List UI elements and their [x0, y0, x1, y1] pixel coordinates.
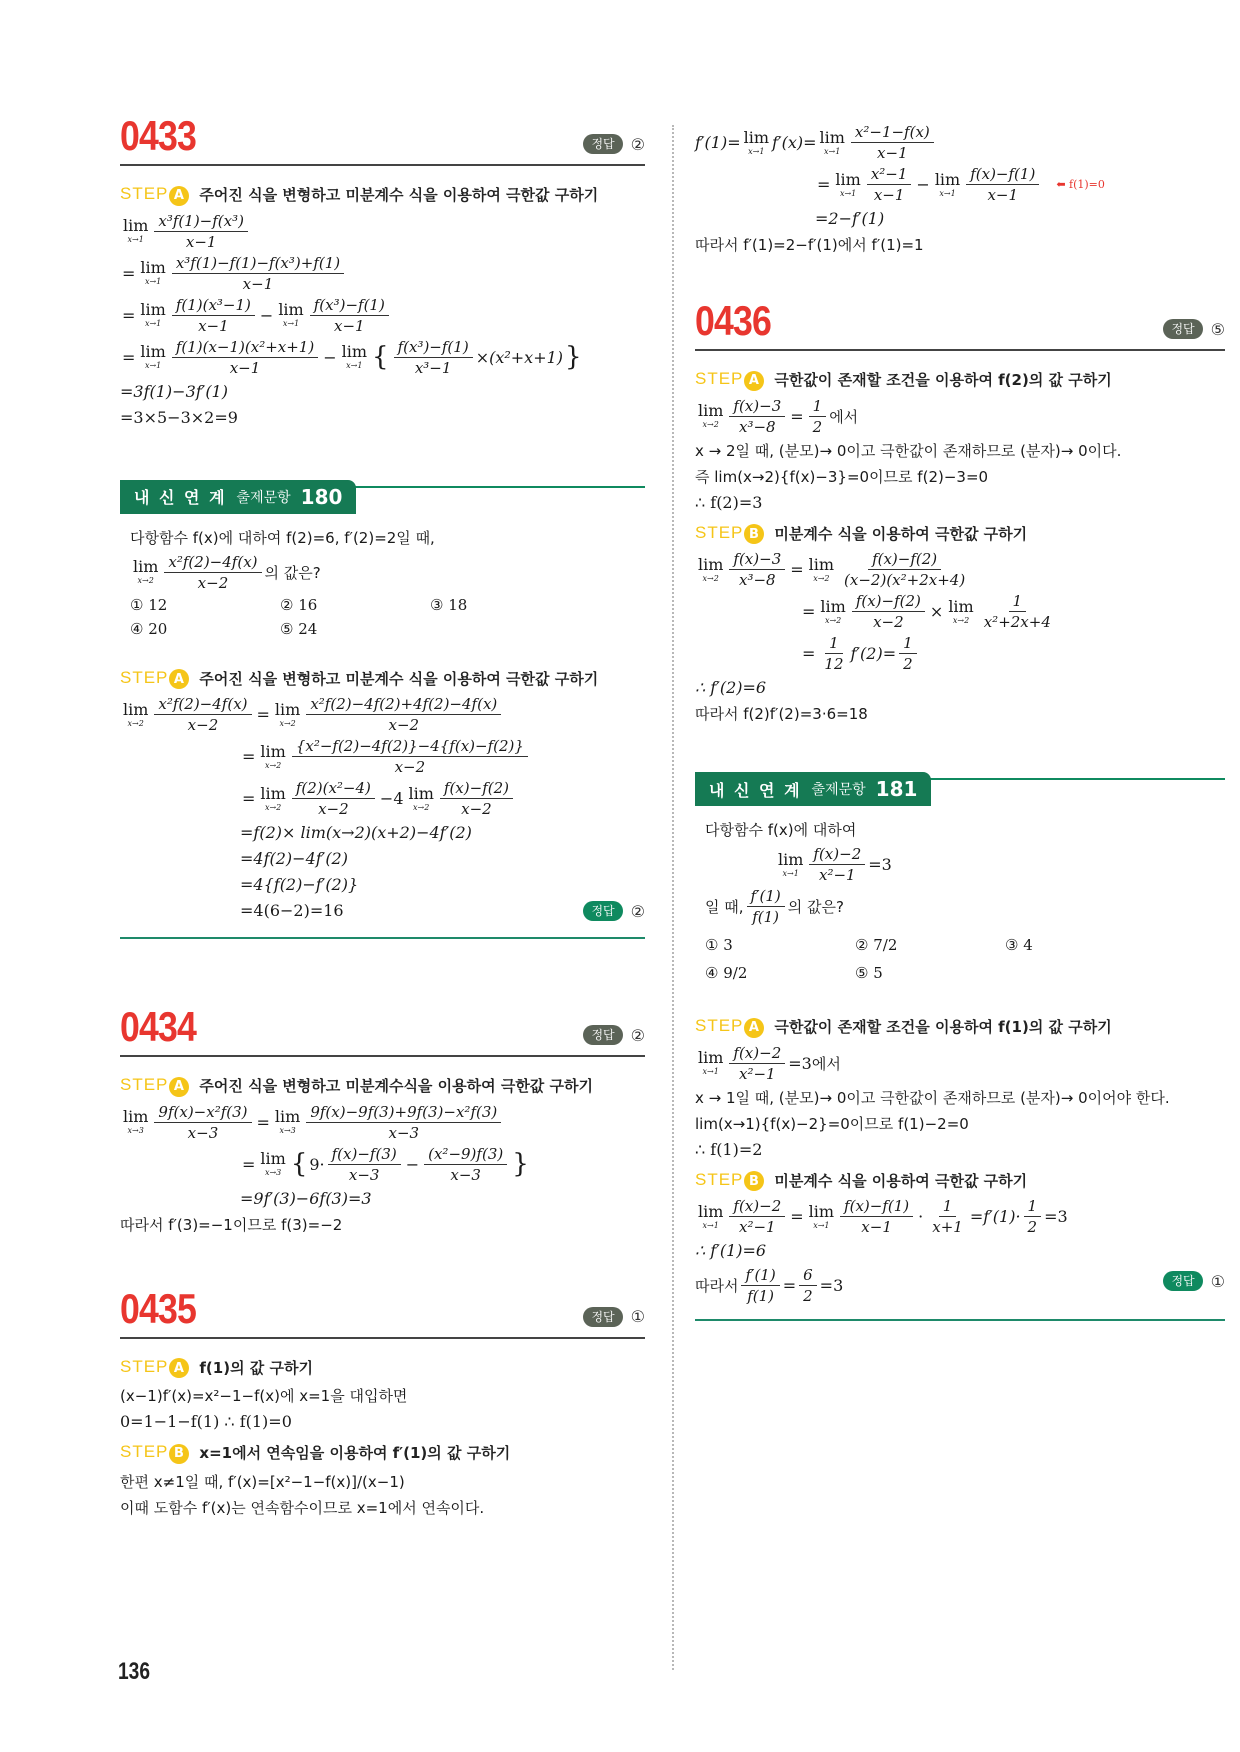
equation-line: (x−1)f′(x)=x²−1−f(x)에 x=1을 대입하면 — [120, 1387, 408, 1405]
right-column — [695, 120, 1225, 1321]
answer-value: ② — [630, 901, 645, 921]
answer-badge: 정답 — [583, 901, 622, 921]
conclusion-text: 따라서 $\frac{f'(1)}{f(1)}$ = $\frac{6}{2}$ =3 — [695, 1266, 844, 1305]
step-letter-icon: B — [744, 1171, 764, 1191]
choice-4: ④ 9/2 — [705, 964, 748, 982]
final-row — [695, 1266, 1225, 1305]
step-b-heading — [695, 1170, 1225, 1192]
answer-value: ② — [630, 134, 645, 154]
problem-number: 0436 — [695, 297, 772, 344]
step-title: 미분계수 식을 이용하여 극한값 구하기 — [774, 1171, 1028, 1190]
step-label: STEP A — [120, 184, 189, 206]
answer-indicator — [583, 1025, 645, 1045]
step-a-heading — [695, 1016, 1225, 1038]
problem-number: 0435 — [120, 1284, 197, 1332]
step-b-heading — [120, 1442, 645, 1464]
equation-line: =4{f(2)−f′(2)} — [240, 875, 359, 894]
choice-5: ⑤ 5 — [855, 964, 883, 982]
step-title: 극한값이 존재할 조건을 이용하여 f(2)의 값 구하기 — [774, 371, 1112, 390]
equation-line: ∴ f(2)=3 — [695, 492, 763, 512]
problem-number: 0433 — [120, 112, 197, 159]
step-letter-icon: A — [169, 1077, 189, 1097]
problem-header-0435 — [120, 1283, 645, 1339]
equation-line: x → 1일 때, (분모)→ 0이고 극한값이 존재하므로 (분자)→ 0이어야 한다. — [695, 1088, 1170, 1107]
step-label: STEP A — [695, 369, 764, 391]
section-end-rule — [695, 1319, 1225, 1321]
equation-line: lim x→1 $\frac{f(x)-2}{\text{x²−1}}$ =3 에서 — [698, 1043, 841, 1083]
answer-indicator — [583, 901, 645, 921]
question-limit: lim x→1 $\frac{f(x)-2}{\text{x²−1}}$ =3 — [778, 845, 892, 884]
question-ask: 일 때, $\frac{f'(1)}{f(1)}$ 의 값은? — [705, 887, 844, 926]
step-a-heading — [120, 1075, 645, 1097]
choice-2: ② 7/2 — [855, 936, 898, 954]
answer-value: ① — [630, 1307, 645, 1326]
step-letter-icon: A — [744, 371, 764, 391]
equation-line: 한편 x≠1일 때, f′(x)=[x²−1−f(x)]/(x−1) — [120, 1472, 405, 1491]
step-title: 주어진 식을 변형하고 미분계수식을 이용하여 극한값 구하기 — [199, 1077, 593, 1096]
conclusion-text: 따라서 f(2)f′(2)=3·6=18 — [695, 705, 868, 723]
equation-line: lim(x→1){f(x)−2}=0이므로 f(1)−2=0 — [695, 1114, 969, 1133]
step-label: STEP B — [695, 1170, 764, 1192]
step-title: x=1에서 연속임을 이용하여 f′(1)의 값 구하기 — [199, 1444, 511, 1463]
answer-indicator — [1163, 319, 1225, 339]
final-row — [120, 899, 645, 923]
equation-line: lim x→2 $\frac{\text{x²f(2)−4f(x)}}{x-2}$ = lim x→2 $\frac{\text{x²f(2)−4f(2)+4f(2)−4f(x)}}{x-2}$ — [120, 695, 645, 734]
choice-2: ② 16 — [280, 595, 318, 614]
equation-line: =f(2)× lim(x→2)(x+2)−4f′(2) — [240, 823, 472, 842]
answer-badge: 정답 — [1163, 319, 1202, 339]
answer-value: ⑤ — [1210, 319, 1225, 339]
answer-choices — [695, 936, 1225, 982]
problem-header-0434 — [120, 1001, 645, 1057]
step-title: f(1)의 값 구하기 — [199, 1358, 313, 1377]
equation-line: =3×5−3×2=9 — [120, 407, 238, 427]
step-b-heading — [695, 523, 1225, 545]
step-letter-icon: A — [169, 1358, 189, 1378]
equation-line: lim x→2 $\frac{f(x)-3}{\text{x³−8}}$ = $\frac{1}{2}$ 에서 — [698, 396, 859, 436]
equation-line: = lim x→2 $\frac{\text{\{x²−f(2)−4f(2)\}−4\{f(x)−f(2)\}}}{x-2}$ — [120, 737, 645, 776]
step-letter-icon: A — [169, 186, 189, 206]
answer-value: ① — [1210, 1271, 1225, 1291]
equation-line: = lim x→1 $\frac{\text{x²−1}}{x-1}$ − lim x→1 $\frac{f(x)-f(1)}{x-1}$ ⬅ f(1)=0 — [817, 165, 1105, 204]
equation-line: ∴ f(1)=2 — [695, 1139, 763, 1159]
related-question-body — [695, 818, 1225, 926]
answer-badge: 정답 — [583, 134, 622, 154]
answer-indicator — [1163, 1271, 1225, 1291]
question-limit: lim x→2 $\frac{\text{x²f(2)−4f(x)}}{x-2}$ 의 값은? — [133, 552, 321, 592]
choice-3: ③ 4 — [1005, 936, 1033, 954]
equation-line: =3f(1)−3f′(1) — [120, 381, 228, 401]
left-column — [120, 110, 645, 1522]
step-label: STEP A — [695, 1016, 764, 1038]
equation-line: x → 2일 때, (분모)→ 0이고 극한값이 존재하므로 (분자)→ 0이다. — [695, 441, 1122, 460]
equation-line: = lim x→1 $\frac{\text{f(1)(x³−1)}}{x-1}$ − lim x→1 $\frac{\text{f(x³)−f(1)}}{x-1}$ — [120, 296, 645, 335]
step-title: 주어진 식을 변형하고 미분계수 식을 이용하여 극한값 구하기 — [199, 669, 599, 688]
equation-line: = lim x→2 $\frac{f(x)-f(2)}{x-2}$ × lim x→2 $\frac{1}{\text{x²+2x+4}}$ — [802, 592, 1051, 631]
step-a-heading — [120, 1357, 645, 1379]
related-question-banner-180 — [120, 480, 645, 516]
page-number: 136 — [118, 1658, 151, 1685]
step-label: STEP B — [120, 1442, 189, 1464]
related-question-banner-181 — [695, 772, 1225, 808]
choice-1: ① 12 — [130, 595, 168, 614]
annotation-note: ⬅ f(1)=0 — [1056, 178, 1105, 191]
step-letter-icon: A — [169, 669, 189, 689]
step-a-heading — [120, 184, 645, 206]
equation-line: = lim x→2 $\frac{\text{f(2)(x²−4)}}{x-2}$ −4 lim x→2 $\frac{f(x)-f(2)}{x-2}$ — [120, 779, 645, 818]
step-label: STEP A — [120, 668, 189, 690]
equation-line: 0=1−1−f(1) ∴ f(1)=0 — [120, 1412, 292, 1431]
step-a-heading — [120, 668, 645, 690]
choice-1: ① 3 — [705, 936, 733, 954]
question-text: 다항함수 f(x)에 대하여 — [705, 821, 857, 839]
conclusion-text: 따라서 f′(3)=−1이므로 f(3)=−2 — [120, 1215, 343, 1234]
equation-line: =4(6−2)=16 — [240, 901, 344, 920]
equation-line: = lim x→1 $\frac{\text{x³f(1)−f(1)−f(x³)+f(1)}}{x-1}$ — [120, 254, 645, 293]
banner-tag: 내 신 연 계 출제문항 180 — [120, 480, 356, 514]
column-divider — [672, 125, 674, 1670]
answer-indicator — [583, 134, 645, 154]
related-question-body — [120, 526, 645, 592]
choice-4: ④ 20 — [130, 619, 168, 638]
step-title: 주어진 식을 변형하고 미분계수 식을 이용하여 극한값 구하기 — [199, 186, 599, 205]
equation-line: lim x→1 $\frac{f(x)-2}{\text{x²−1}}$ = lim x→1 $\frac{f(x)-f(1)}{x-1}$ · $\frac{1}{x+1}$ =f′(1)· $\frac{1}{2}$ =3 — [698, 1197, 1068, 1236]
step-title: 미분계수 식을 이용하여 극한값 구하기 — [774, 524, 1028, 543]
equation-line: 이때 도함수 f′(x)는 연속함수이므로 x=1에서 연속이다. — [120, 1498, 485, 1517]
equation-line: f′(1)= lim x→1 f′(x)= lim x→1 $\frac{\text{x²−1−f(x)}}{x-1}$ — [695, 123, 1225, 162]
step-label: STEP A — [120, 1075, 189, 1097]
step-a-heading — [695, 369, 1225, 391]
step-letter-icon: A — [744, 1018, 764, 1038]
choice-3: ③ 18 — [430, 595, 468, 614]
equation-line: 즉 lim(x→2){f(x)−3}=0이므로 f(2)−3=0 — [695, 467, 989, 486]
answer-choices — [120, 596, 645, 638]
problem-number: 0434 — [120, 1003, 197, 1050]
conclusion-text: 따라서 f′(1)=2−f′(1)에서 f′(1)=1 — [695, 236, 924, 254]
banner-tag: 내 신 연 계 출제문항 181 — [695, 772, 931, 806]
choice-5: ⑤ 24 — [280, 619, 318, 638]
equation-line: lim x→3 $\frac{\text{9f(x)−x²f(3)}}{x-3}$ = lim x→3 $\frac{\text{9f(x)−9f(3)+9f(3)−x²f(3)}}{x-3}$ — [120, 1103, 645, 1142]
equation-line: lim x→1 $\frac{\text{x³f(1)−f(x³)}}{x-1}$ — [120, 212, 645, 251]
answer-badge: 정답 — [583, 1307, 622, 1327]
step-letter-icon: B — [744, 524, 764, 544]
equation-line: ∴ f′(1)=6 — [695, 1241, 767, 1260]
problem-header-0436 — [695, 295, 1225, 351]
answer-value: ② — [630, 1025, 645, 1045]
equation-line: = lim x→3 { 9· $\frac{f(x)-f(3)}{x-3}$ − $\frac{\text{(x²−9)f(3)}}{x-3}$ } — [242, 1144, 529, 1184]
step-title: 극한값이 존재할 조건을 이용하여 f(1)의 값 구하기 — [774, 1018, 1112, 1037]
question-text: 다항함수 f(x)에 대하여 f(2)=6, f′(2)=2일 때, — [130, 528, 435, 547]
step-label: STEP B — [695, 523, 764, 545]
step-letter-icon: B — [169, 1444, 189, 1464]
equation-line: =9f′(3)−6f(3)=3 — [240, 1188, 372, 1208]
answer-badge: 정답 — [1163, 1271, 1202, 1291]
problem-header-0433 — [120, 110, 645, 166]
equation-line: lim x→2 $\frac{f(x)-3}{\text{x³−8}}$ = lim x→2 $\frac{f(x)-f(2)}{\text{(x−2)(x²+2x+4)}}$ — [698, 550, 966, 589]
answer-indicator — [583, 1307, 645, 1327]
equation-line: = $\frac{1}{12}$ f′(2)= $\frac{1}{2}$ — [695, 634, 1225, 673]
answer-badge: 정답 — [583, 1025, 622, 1045]
equation-line: =2−f′(1) — [815, 209, 885, 228]
step-label: STEP A — [120, 1357, 189, 1379]
equation-line: =4f(2)−4f′(2) — [240, 849, 348, 868]
equation-line: = lim x→1 $\frac{\text{f(1)(x−1)(x²+x+1)}}{x-1}$ − lim x→1 { $\frac{\text{f(x³)−f(1)}}{\text{x³−1}}$ ×(x²+x+1) } — [122, 337, 582, 377]
equation-line: ∴ f′(2)=6 — [695, 678, 767, 697]
